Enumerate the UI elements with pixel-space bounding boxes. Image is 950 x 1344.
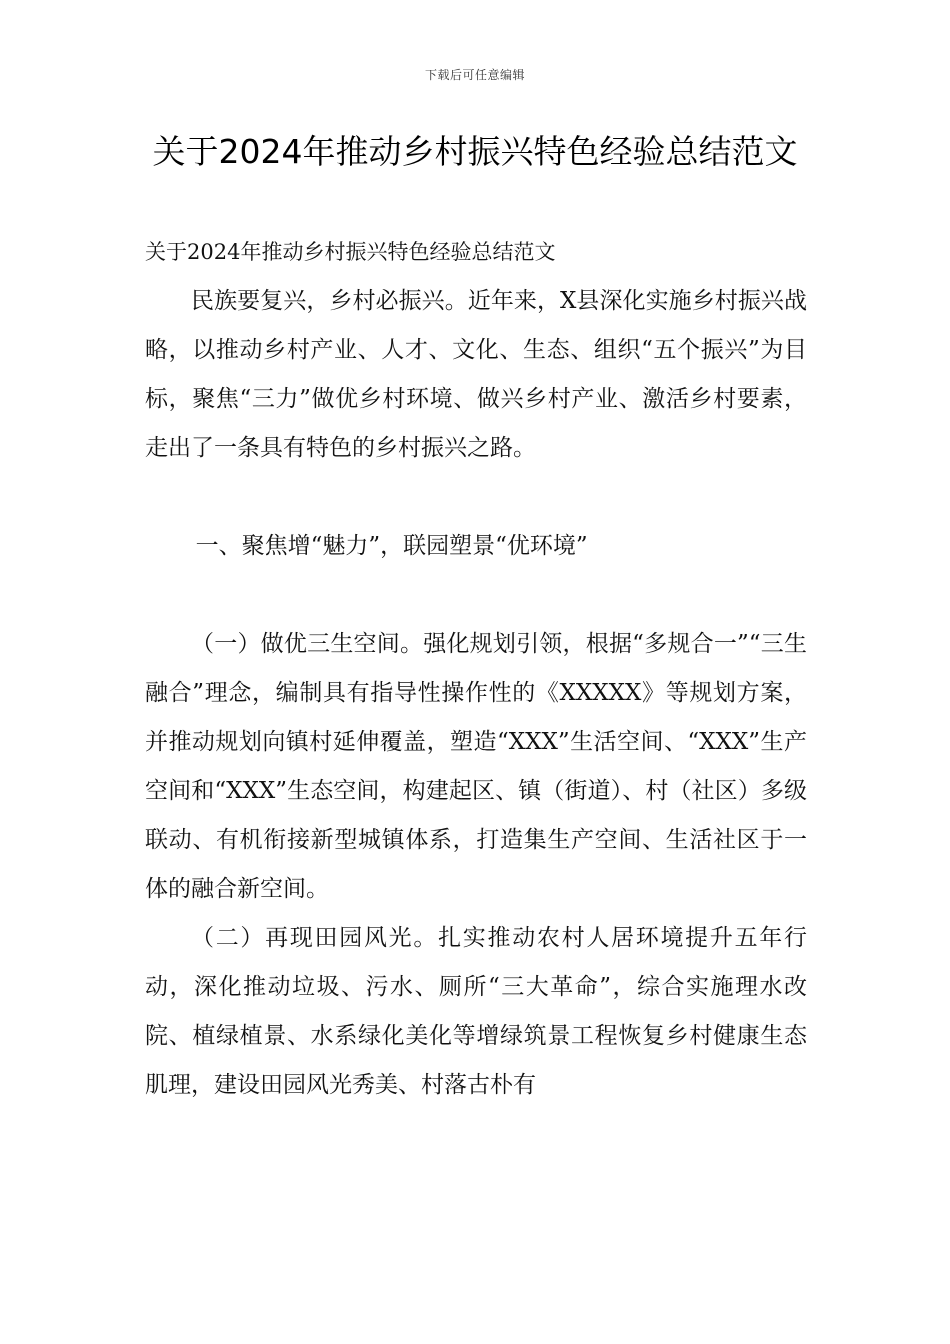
item-paragraph-1: （一）做优三生空间。强化规划引领，根据“多规合一”“三生融合”理念，编制具有指导性操作性的《XXXXX》等规划方案，并推动规划向镇村延伸覆盖，塑造“XXX”生活空间、“XXX”生产空间和“XXX”生态空间，构建起区、镇（街道）、村（社区）多级联动、有机衔接新型城镇体系，打造集生产空间、生活社区于一体的融合新空间。	[145, 631, 807, 902]
section-heading: 一、聚焦增“魅力”，联园塑景“优环境”	[195, 533, 588, 559]
document-body	[145, 228, 807, 1110]
header-note: 下载后可任意编辑	[424, 68, 525, 82]
item-paragraph-2: （二）再现田园风光。扎实推动农村人居环境提升五年行动，深化推动垃圾、污水、厕所“三大革命”，综合实施理水改院、植绿植景、水系绿化美化等增绿筑景工程恢复乡村健康生态肌理，建设田园风光秀美、村落古朴有	[145, 925, 807, 1098]
document-subtitle: 关于2024年推动乡村振兴特色经验总结范文	[145, 240, 556, 264]
document-title: 关于2024年推动乡村振兴特色经验总结范文	[152, 132, 798, 171]
intro-paragraph: 民族要复兴，乡村必振兴。近年来，X县深化实施乡村振兴战略，以推动乡村产业、人才、文化、生态、组织“五个振兴”为目标，聚焦“三力”做优乡村环境、做兴乡村产业、激活乡村要素，走出了一条具有特色的乡村振兴之路。	[145, 288, 807, 461]
